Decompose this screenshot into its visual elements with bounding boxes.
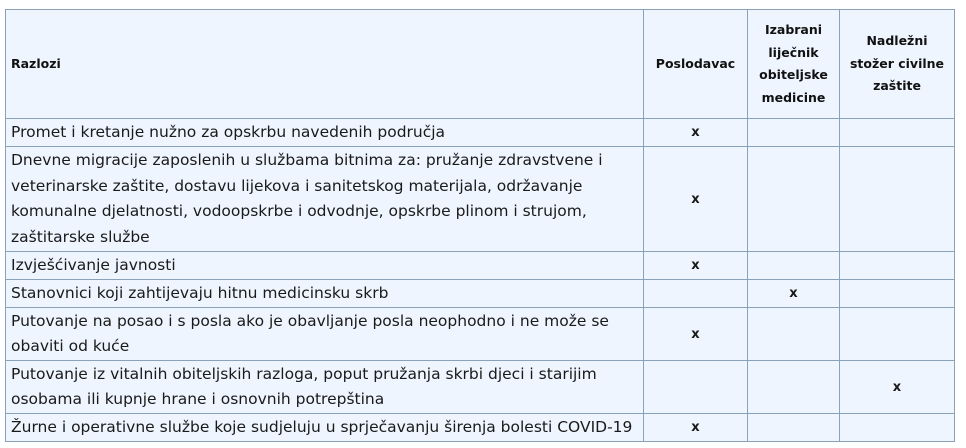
civil-protection-mark: x [840,361,955,414]
doctor-mark [748,308,840,361]
header-reasons: Razlozi [6,10,644,119]
header-civil-protection: Nadležni stožer civilne zaštite [840,10,955,119]
reason-cell: Dnevne migracije zaposlenih u službama bitnima za: pružanje zdravstvene i veterinarske zaštite, dostavu lijekova i sanitetskog materijala, održavanje komunalne djelatnosti, vodoopskrbe i odvodnje, opskrbe plinom i strujom, zaštitarske službe [6,147,644,252]
table-row [6,414,955,442]
doctor-mark [748,119,840,147]
table-row [6,280,955,308]
doctor-mark [748,414,840,442]
table-row [6,252,955,280]
header-row [6,10,955,119]
civil-protection-mark [840,252,955,280]
header-employer: Poslodavac [644,10,748,119]
reason-cell: Stanovnici koji zahtijevaju hitnu medicinsku skrb [6,280,644,308]
civil-protection-mark [840,414,955,442]
doctor-mark [748,361,840,414]
employer-mark: x [644,308,748,361]
table-row [6,361,955,414]
table-row [6,147,955,252]
employer-mark: x [644,119,748,147]
employer-mark: x [644,147,748,252]
employer-mark [644,280,748,308]
civil-protection-mark [840,147,955,252]
header-family-doctor: Izabrani liječnik obiteljske medicine [748,10,840,119]
table-row [6,119,955,147]
employer-mark [644,361,748,414]
civil-protection-mark [840,280,955,308]
doctor-mark [748,252,840,280]
employer-mark: x [644,414,748,442]
doctor-mark [748,147,840,252]
reason-cell: Žurne i operativne službe koje sudjeluju u sprječavanju širenja bolesti COVID-19 [6,414,644,442]
civil-protection-mark [840,308,955,361]
reason-cell: Promet i kretanje nužno za opskrbu navedenih područja [6,119,644,147]
reason-cell: Putovanje na posao i s posla ako je obavljanje posla neophodno i ne može se obaviti od kuće [6,308,644,361]
reason-cell: Izvješćivanje javnosti [6,252,644,280]
employer-mark: x [644,252,748,280]
doctor-mark: x [748,280,840,308]
reasons-table [5,9,955,442]
reason-cell: Putovanje iz vitalnih obiteljskih razloga, poput pružanja skrbi djeci i starijim osobama ili kupnje hrane i osnovnih potrepština [6,361,644,414]
civil-protection-mark [840,119,955,147]
table-row [6,308,955,361]
